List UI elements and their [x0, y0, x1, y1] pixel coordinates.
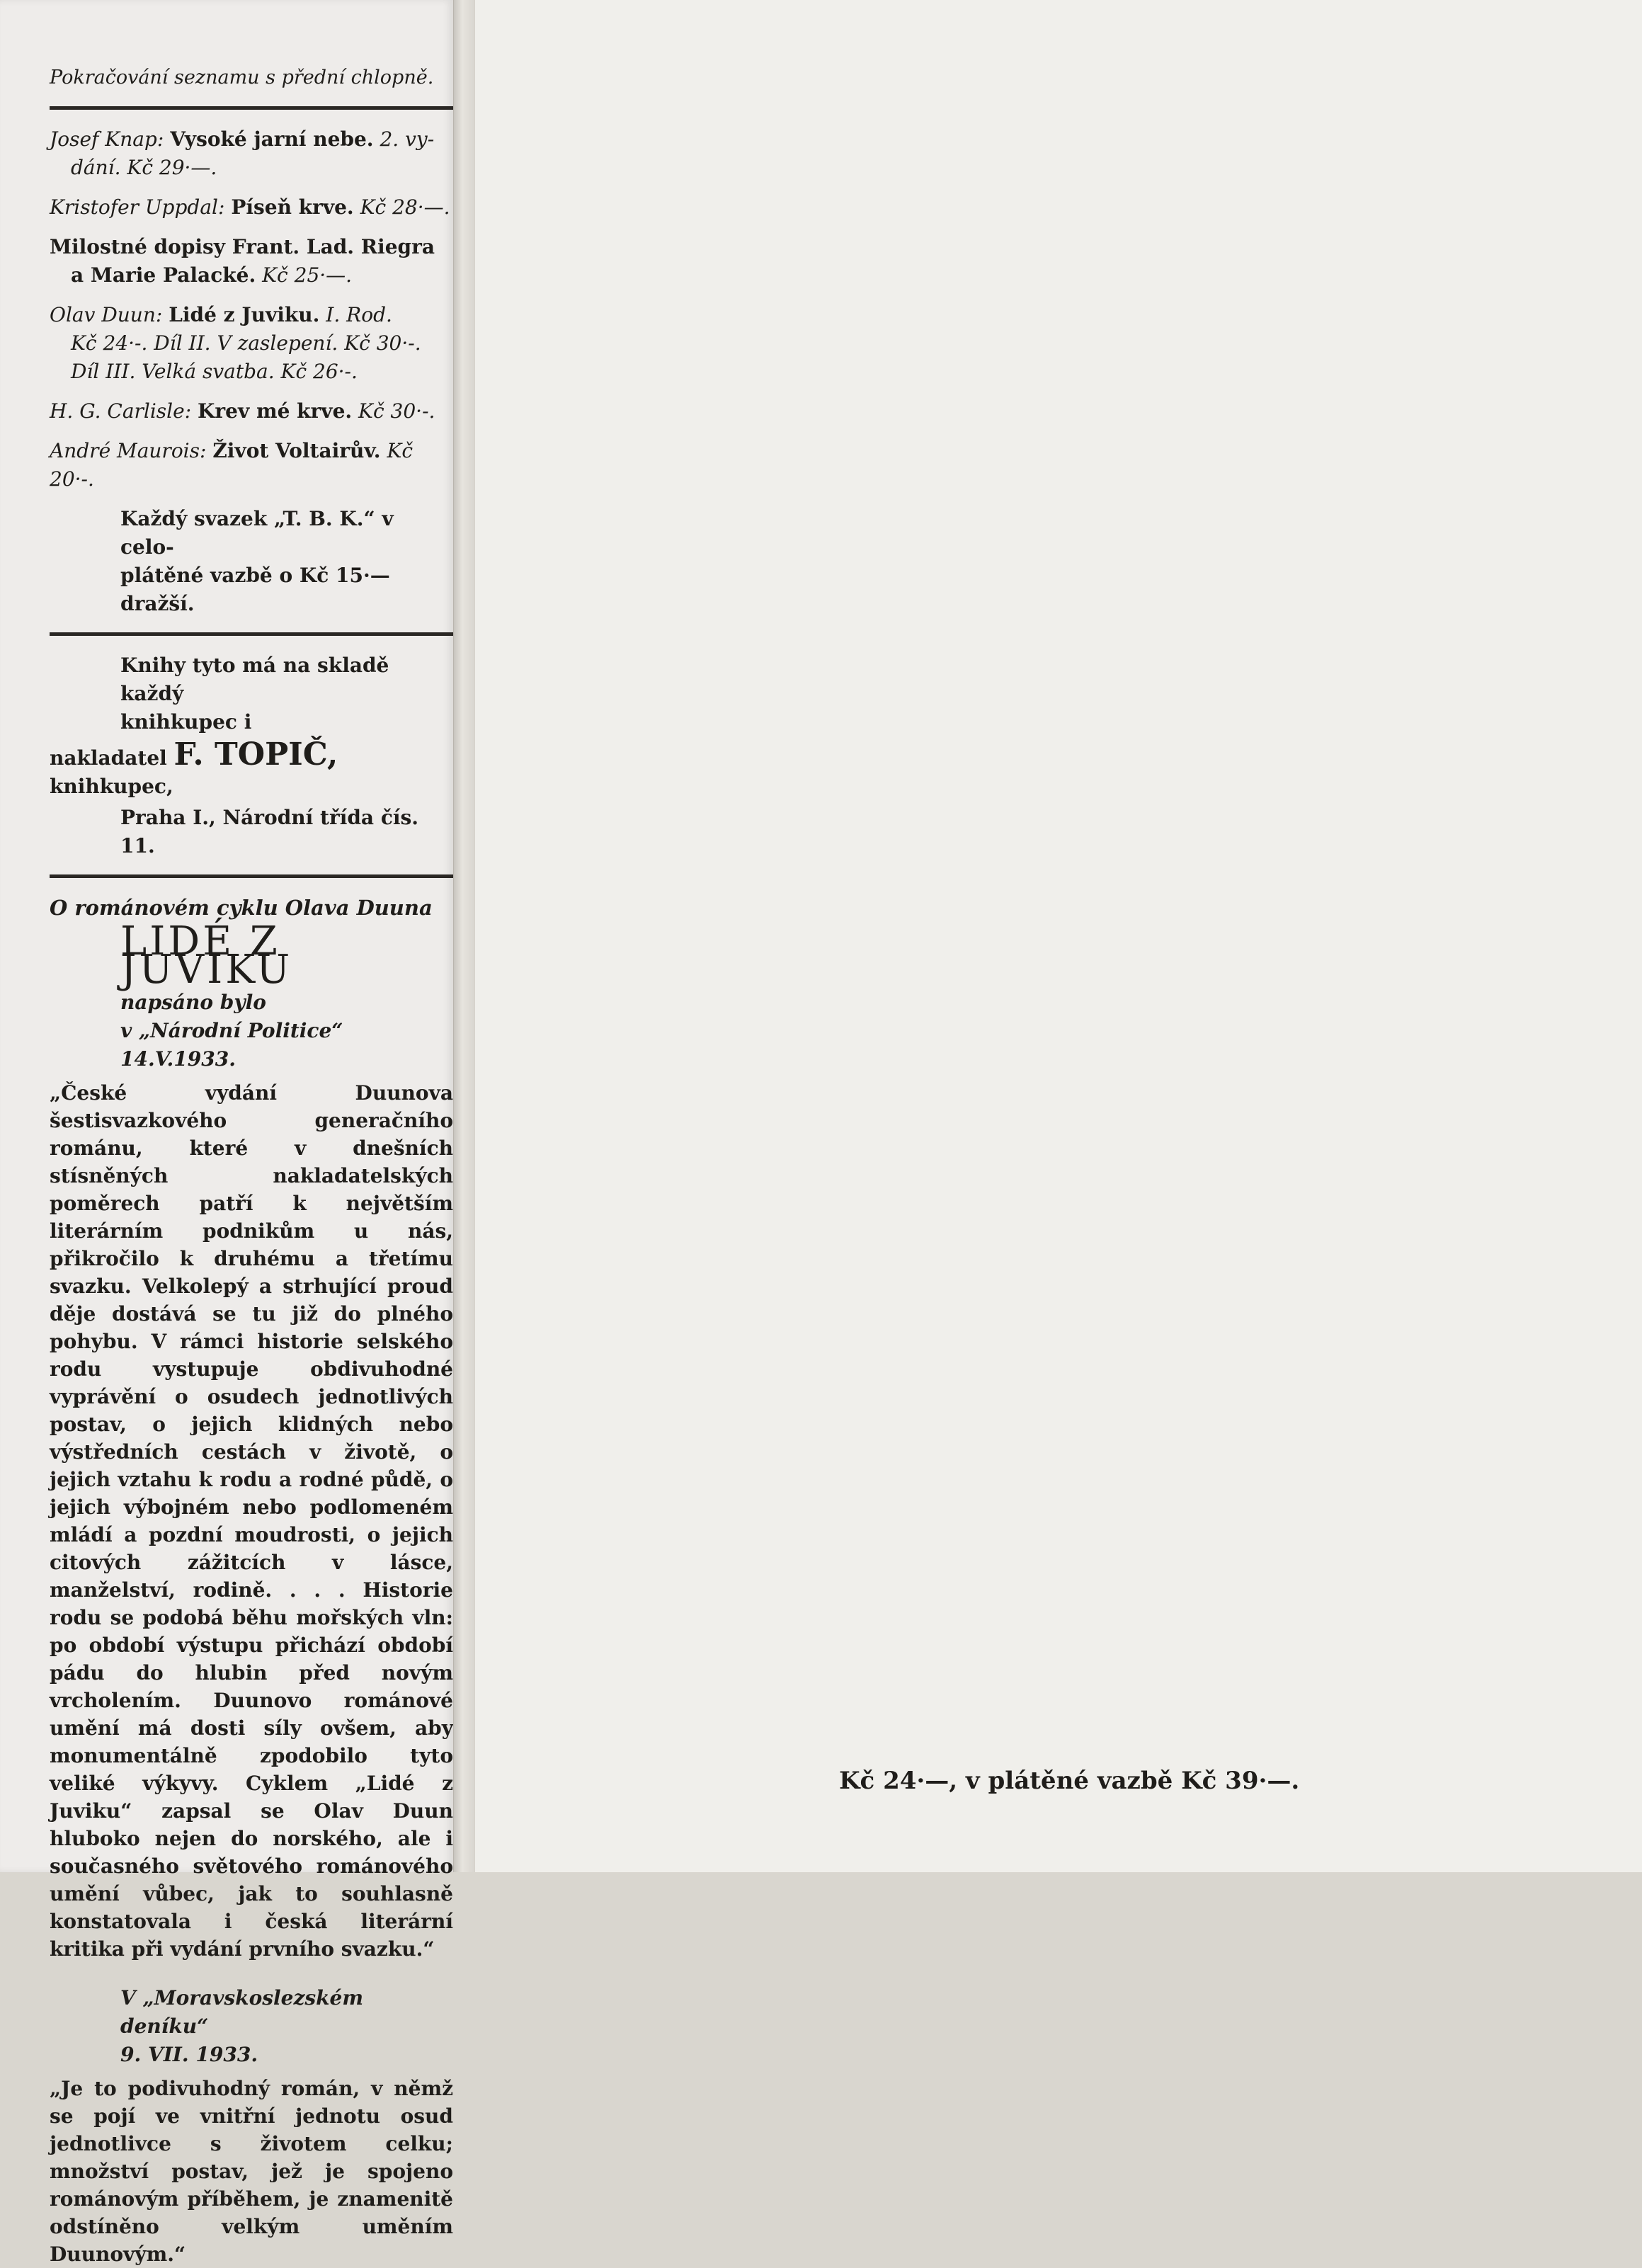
back-flap [0, 0, 453, 2266]
book-price: Kč 25·—. [262, 263, 353, 287]
list-item [50, 233, 453, 290]
book-title: Krev mé krve. [198, 399, 353, 423]
book-title: Píseň krve. [231, 195, 354, 219]
list-item [50, 397, 453, 426]
book-title: Vysoké jarní nebe. [170, 127, 374, 151]
book-detail: 2. vy- [380, 127, 435, 151]
binding-note [50, 505, 453, 618]
review-date: 9. VII. 1933. [120, 2043, 258, 2066]
author: André Maurois: [50, 439, 207, 462]
review-source: v „Národní Politice“ 14.V.1933. [120, 1019, 343, 1071]
review-title: LIDÉ Z JUVIKU [120, 918, 293, 993]
list-item [50, 437, 453, 494]
book-detail: Kč 24·-. Díl II. V zaslepení. Kč 30·-. [71, 331, 421, 355]
review-source: V „Moravskoslezském deníku“ [120, 1986, 363, 2038]
book-title: Lidé z Juviku. [169, 303, 320, 326]
book-detail: I. Rod. [326, 303, 392, 326]
book-price: Kč 20·-. [50, 439, 414, 491]
price-line: Kč 24·—, v plátěné vazbě Kč 39·—. [839, 1767, 1300, 1795]
author: Josef Knap: [50, 127, 164, 151]
flap-content [50, 64, 453, 2268]
publisher-role: knihkupec, [50, 775, 173, 798]
book-title: Milostné dopisy Frant. Lad. Riegra [50, 235, 435, 258]
review-quote: „Je to podivuhodný román, v němž se pojí ve vnitřní jednotu osud jednotlivce s životem celku; množství postav, jež je spojeno románovým příběhem, je znamenitě odstíněno velkým uměním Duunovým.“ [50, 2077, 453, 2266]
book-title: Život Voltairův. [212, 439, 381, 462]
book-price: Kč 30·-. [358, 399, 435, 423]
author: H. G. Carlisle: [50, 399, 192, 423]
divider [50, 632, 457, 636]
book-detail: Díl III. Velká svatba. Kč 26·-. [71, 360, 358, 383]
back-cover [474, 0, 1642, 1872]
book-price: Kč 28·—. [360, 195, 450, 219]
stock-line: knihkupec i [120, 710, 252, 734]
book-title-cont: a Marie Palacké. [71, 263, 256, 287]
publisher-address: Praha I., Národní třída čís. 11. [120, 806, 419, 857]
list-item [50, 193, 453, 222]
binding-note-line: Každý svazek „T. B. K.“ v celo- [120, 507, 394, 559]
divider [50, 106, 457, 110]
divider [50, 874, 457, 878]
publisher [50, 736, 453, 801]
author: Olav Duun: [50, 303, 163, 326]
author: Kristofer Uppdal: [50, 195, 225, 219]
review-quote: „České vydání Duunova šestisvazkového generačního románu, které v dnešních stísněných nakladatelských poměrech patří k největším literárním podnikům u nás, přikročilo k druhému a třetímu svazku. Velkolepý a strhující proud děje dostává se tu již do plného pohybu. V rámci historie selského rodu vystupuje obdivuhodné vyprávění o osudech jednotlivých postav, o jejich klidných nebo výstředních cestách v životě, o jejich vztahu k rodu a rodné půdě, o jejich výbojném nebo podlomeném mládí a pozdní moudrosti, o jejich citových zážitcích v lásce, manželství, rodině. . . . Historie rodu se podobá běhu mořských vln: po období výstupu přichází období pádu do hlubin před novým vrcholením. Duunovo románové umění má dosti síly ovšem, aby monumentálně zpodobilo tyto veliké výkyvy. Cyklem „Lidé z Juviku“ zapsal se Olav Duun hluboko nejen do norského, ale i současného světového románového umění vůbec, jak to souhlasně konstatovala i česká literární kritika při vydání prvního svazku.“ [50, 1081, 453, 1961]
publisher-name: F. TOPIČ, [173, 736, 338, 773]
list-item [50, 301, 453, 386]
spine-fold [453, 0, 475, 1872]
stock-line: Knihy tyto má na skladě každý [120, 654, 389, 705]
binding-note-line: plátěné vazbě o Kč 15·— dražší. [120, 564, 390, 615]
book-price: dání. Kč 29·—. [71, 156, 217, 179]
continuation-note: Pokračování seznamu s přední chlopně. [50, 67, 434, 89]
publisher-label: nakladatel [50, 746, 167, 770]
review-written: napsáno bylo [120, 991, 266, 1014]
stock-note [50, 651, 453, 736]
list-item [50, 125, 453, 182]
review-intro: O románovém cyklu Olava Duuna [50, 896, 433, 920]
